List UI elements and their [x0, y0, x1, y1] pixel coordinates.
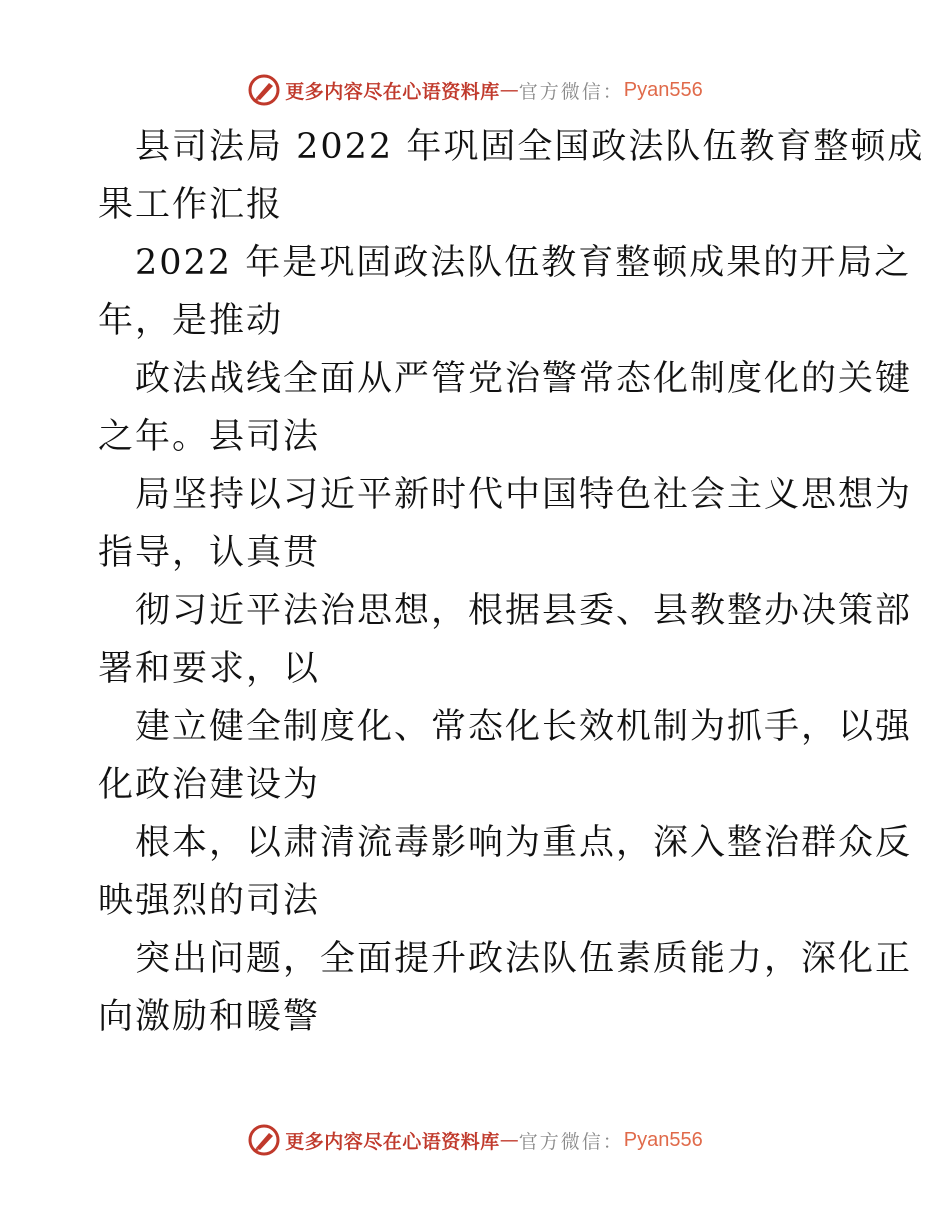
title-line-1: 县司法局 2022 年巩固全国政法队伍教育整顿成: [135, 127, 925, 167]
paragraph-line: 政法战线全面从严管党治警常态化制度化的关键: [135, 359, 913, 399]
paragraph-line: 化政治建设为: [98, 765, 321, 805]
paragraph-line: 建立健全制度化、常态化长效机制为抓手，以强: [135, 707, 913, 747]
watermark-wechat-label: 官方微信：: [518, 1130, 624, 1153]
paragraph-line: 2022 年是巩固政法队伍教育整顿成果的开局之: [135, 243, 912, 283]
watermark-dash: —: [499, 1129, 519, 1151]
watermark-wechat-id: Pyan556: [623, 1128, 703, 1151]
paragraph-line: 映强烈的司法: [98, 881, 321, 921]
pen-logo-icon: [247, 73, 281, 107]
watermark-dash: —: [499, 79, 519, 101]
title-line-2: 果工作汇报: [98, 185, 284, 225]
watermark-wechat-label: 官方微信：: [518, 80, 624, 103]
paragraph-line: 年，是推动: [98, 301, 284, 341]
paragraph-line: 署和要求，以: [98, 649, 321, 689]
paragraph-line: 彻习近平法治思想，根据县委、县教整办决策部: [135, 591, 913, 631]
paragraph-line: 向激励和暖警: [98, 997, 321, 1037]
watermark-main-text: 更多内容尽在心语资料库: [285, 1130, 500, 1153]
watermark-wechat-id: Pyan556: [623, 78, 703, 101]
header-watermark: [0, 70, 950, 110]
watermark-main-text: 更多内容尽在心语资料库: [285, 80, 500, 103]
paragraph-line: 之年。县司法: [98, 417, 321, 457]
paragraph-line: 突出问题，全面提升政法队伍素质能力，深化正: [135, 939, 913, 979]
paragraph-line: 指导，认真贯: [98, 533, 321, 573]
footer-watermark: [0, 1120, 950, 1160]
pen-logo-icon: [247, 1123, 281, 1157]
paragraph-line: 根本，以肃清流毒影响为重点，深入整治群众反: [135, 823, 913, 863]
document-body: [98, 118, 925, 1046]
paragraph-line: 局坚持以习近平新时代中国特色社会主义思想为: [135, 475, 913, 515]
